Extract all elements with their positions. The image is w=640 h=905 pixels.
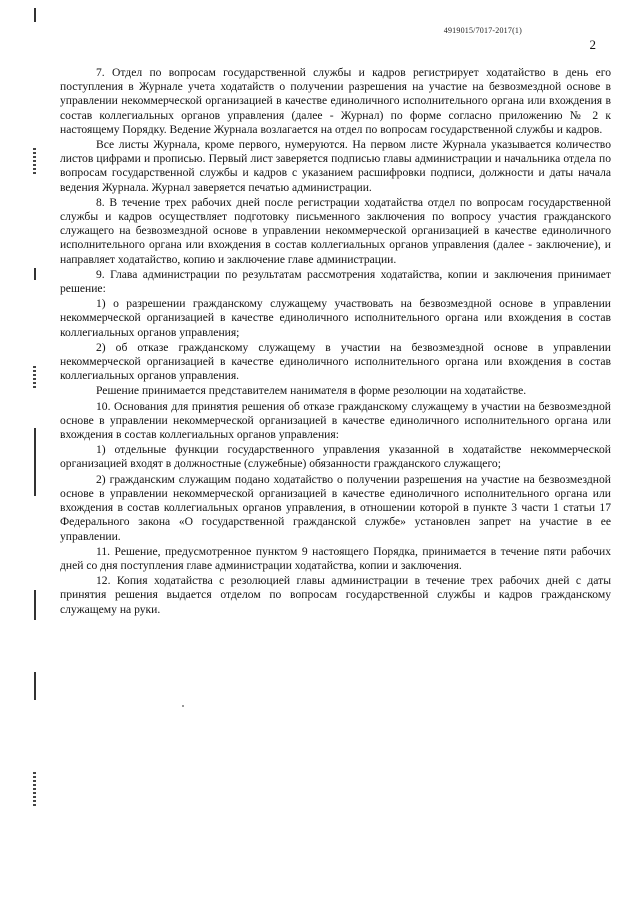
scan-margin-mark [34, 672, 36, 700]
paragraph-7: 7. Отдел по вопросам государственной службы и кадров регистрирует ходатайство в день его поступления в Журнале учета ходатайств о получении разрешения на участие на безвозмездной основе в управлении некоммерческой организацией в качестве единоличного исполнительного органа или вхождения в состав коллегиальных органов управления (далее - Журнал) по форме согласно приложению № 2 к настоящему Порядку. Ведение Журнала возлагается на отдел по вопросам государственной службы и кадров. [60, 66, 611, 136]
paragraph-10-item-2: 2) гражданским служащим подано ходатайство о получении разрешения на участие на безвозмездной основе в управлении некоммерческой организацией в качестве единоличного исполнительного органа или вхождения в состав коллегиальных органов управления, в отношении которой в пункте 3 части 1 статьи 17 Федерального закона «О государственной гражданской службе» установлен запрет на участие в ее управлении. [60, 472, 611, 543]
page-number: 2 [589, 37, 596, 52]
paragraph-9-item-2: 2) об отказе гражданскому служащему в участии на безвозмездной основе в управлении некоммерческой организацией в качестве единоличного исполнительного органа или вхождения в состав коллегиальных органов управления. [60, 340, 611, 383]
scan-speck [182, 705, 184, 707]
paragraph-resolution-form: Решение принимается представителем нанимателя в форме резолюции на ходатайстве. [96, 384, 527, 398]
paragraph-10-item-1: 1) отдельные функции государственного управления указанной в ходатайстве некоммерческой организацией входят в должностные (служебные) обязанности гражданского служащего; [60, 443, 611, 471]
scan-margin-mark [33, 148, 36, 174]
scan-margin-mark [34, 268, 36, 280]
document-id: 4919015/7017-2017(1) [443, 26, 522, 35]
paragraph-8: 8. В течение трех рабочих дней после регистрации ходатайства отдел по вопросам государственной службы и кадров осуществляет подготовку письменного заключения по вопросу участия гражданского служащего на безвозмездной основе в управлении некоммерческой организацией в качестве единоличного исполнительного органа или вхождения в состав коллегиальных органов управления (далее - заключение), и направляет ходатайство, копию и заключение главе администрации. [60, 195, 611, 266]
document-body [60, 66, 611, 618]
paragraph-11: 11. Решение, предусмотренное пунктом 9 настоящего Порядка, принимается в течение пяти рабочих дней со дня поступления главе администрации ходатайства, копии и заключения. [60, 544, 611, 572]
scan-margin-mark [34, 590, 36, 620]
paragraph-9-item-1: 1) о разрешении гражданскому служащему участвовать на безвозмездной основе в управлении некоммерческой организацией в качестве единоличного исполнительного органа или вхождения в состав коллегиальных органов управления; [60, 297, 611, 339]
paragraph-10: 10. Основания для принятия решения об отказе гражданскому служащему в участии на безвозмездной основе в управлении некоммерческой организацией в качестве единоличного исполнительного органа или вхождения в состав коллегиальных органов управления: [60, 399, 611, 442]
paragraph-9: 9. Глава администрации по результатам рассмотрения ходатайства, копии и заключения принимает решение: [60, 267, 611, 296]
scan-margin-mark [33, 772, 36, 806]
scan-margin-mark [34, 8, 36, 22]
scan-margin-mark [34, 428, 36, 496]
scan-margin-mark [33, 366, 36, 388]
paragraph-journal-sheets: Все листы Журнала, кроме первого, нумеруются. На первом листе Журнала указывается количество листов цифрами и прописью. Первый лист заверяется подписью главы администрации и начальника отдела по вопросам государственной службы и кадров с указанием расшифровки подписи, должности и даты начала ведения Журнала. Журнал заверяется печатью администрации. [60, 138, 611, 194]
paragraph-12: 12. Копия ходатайства с резолюцией главы администрации в течение трех рабочих дней с даты принятия решения выдается отделом по вопросам государственной службы и кадров гражданскому служащему на руки. [60, 574, 611, 616]
